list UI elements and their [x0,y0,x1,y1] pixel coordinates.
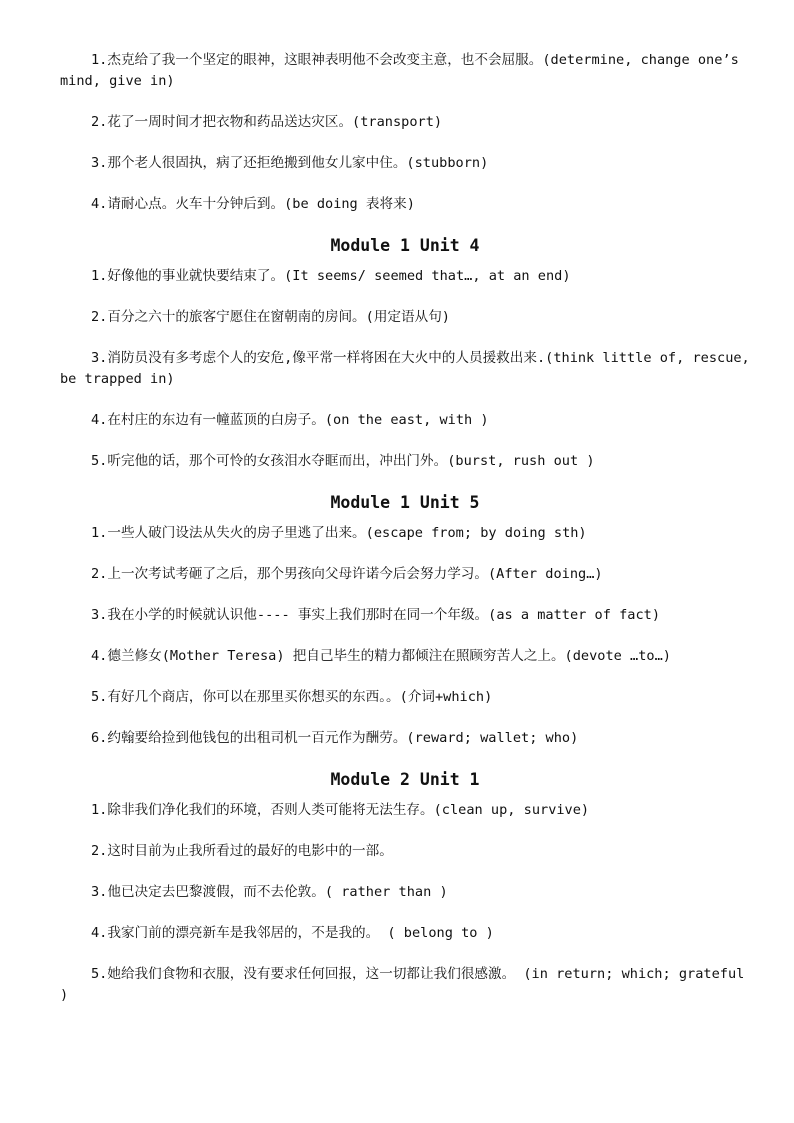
exercise-item: 2.上一次考试考砸了之后，那个男孩向父母许诺今后会努力学习。(After doing…) [91,566,603,582]
document-page [60,50,750,1026]
section-module-1-unit-4 [60,235,750,472]
exercise-item: 1.一些人破门设法从失火的房子里逃了出来。(escape from; by doing sth) [91,525,587,541]
exercise-item: 3.我在小学的时候就认识他---- 事实上我们那时在同一个年级。(as a matter of fact) [91,607,660,623]
exercise-item: 4.在村庄的东边有一幢蓝顶的白房子。(on the east, with ) [91,412,489,428]
exercise-item: 6.约翰要给捡到他钱包的出租司机一百元作为酬劳。(reward; wallet; who) [91,730,579,746]
section-heading: Module 2 Unit 1 [330,770,480,789]
exercise-item: 5.她给我们食物和衣服，没有要求任何回报，这一切都让我们很感激。 (in return; which; grateful ) [60,966,745,1003]
section-module-2-unit-1 [60,769,750,1006]
exercise-item: 5.有好几个商店，你可以在那里买你想买的东西。。(介词+which) [91,689,493,705]
section-heading: Module 1 Unit 4 [330,236,480,255]
section-unit-3-tail [60,50,750,215]
exercise-item: 4.德兰修女(Mother Teresa) 把自己毕生的精力都倾注在照顾穷苦人之上。(devote …to…) [91,648,671,664]
exercise-item: 1.好像他的事业就快要结束了。(It seems/ seemed that…, at an end) [91,268,571,284]
exercise-item: 3.消防员没有多考虑个人的安危,像平常一样将困在大火中的人员援救出来.(think little of, rescue, be trapped in) [60,350,750,387]
exercise-item: 5.听完他的话，那个可怜的女孩泪水夺眶而出，冲出门外。(burst, rush out ) [91,453,595,469]
exercise-item: 1.杰克给了我一个坚定的眼神，这眼神表明他不会改变主意，也不会屈服。(determine, change one’s mind, give in) [60,52,739,89]
exercise-item: 2.这时目前为止我所看过的最好的电影中的一部。 [91,843,393,859]
exercise-item: 1.除非我们净化我们的环境，否则人类可能将无法生存。(clean up, survive) [91,802,590,818]
exercise-item: 3.他已决定去巴黎渡假，而不去伦敦。( rather than ) [91,884,448,900]
exercise-item: 4.我家门前的漂亮新车是我邻居的，不是我的。 ( belong to ) [91,925,494,941]
exercise-item: 3.那个老人很固执，病了还拒绝搬到他女儿家中住。(stubborn) [91,155,489,171]
section-module-1-unit-5 [60,492,750,749]
exercise-item: 2.花了一周时间才把衣物和药品送达灾区。(transport) [91,114,443,130]
section-heading: Module 1 Unit 5 [330,493,480,512]
exercise-item: 2.百分之六十的旅客宁愿住在窗朝南的房间。(用定语从句) [91,309,450,325]
exercise-item: 4.请耐心点。火车十分钟后到。(be doing 表将来) [91,196,415,212]
